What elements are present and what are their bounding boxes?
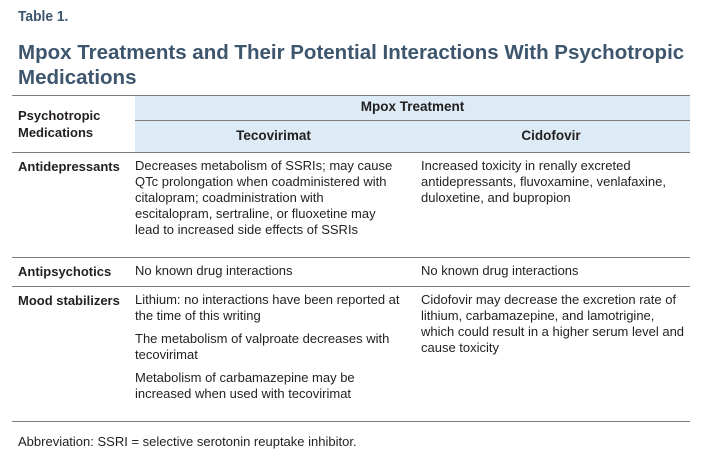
tecovirimat-cell (135, 158, 403, 245)
table-row (12, 258, 690, 287)
cell-text: Increased toxicity in renally excreted antidepressants, fluvoxamine, venlafaxine, duloxetine, and bupropion (421, 158, 666, 205)
row-label: Mood stabilizers (18, 293, 120, 308)
cell-text: Cidofovir may decrease the excretion rate of lithium, carbamazepine, and lamotrigine, which could result in a higher serum level and cause toxicity (421, 292, 685, 355)
cidofovir-cell (421, 158, 686, 213)
cidofovir-cell (421, 292, 686, 363)
tecovirimat-cell (135, 263, 403, 286)
cidofovir-cell (421, 263, 686, 286)
header-tecovirimat: Tecovirimat (236, 128, 311, 143)
interactions-table (12, 95, 690, 422)
footnote: Abbreviation: SSRI = selective serotonin reuptake inhibitor. (18, 434, 357, 449)
row-label: Antipsychotics (18, 264, 112, 279)
table-title: Mpox Treatments and Their Potential Interactions With Psychotropic Medications (18, 41, 685, 89)
cell-text: No known drug interactions (135, 263, 293, 278)
cell-text: Decreases metabolism of SSRIs; may cause QTc prolongation when coadministered with citalopram; coadministration with escitalopram, sertraline, or fluoxetine may lead to increased side effects of SSRIs (135, 158, 393, 237)
row-label: Antidepressants (18, 159, 120, 174)
cell-text: Lithium: no interactions have been reported at the time of this writing (135, 292, 400, 323)
cell-text: No known drug interactions (421, 263, 579, 278)
table-header (12, 95, 690, 153)
cell-text: Metabolism of carbamazepine may be increased when used with tecovirimat (135, 370, 355, 401)
table-row (12, 153, 690, 258)
header-cidofovir: Cidofovir (521, 128, 581, 143)
header-divider (135, 120, 690, 121)
header-mpox-treatment: Mpox Treatment (360, 99, 465, 114)
cell-text: The metabolism of valproate decreases with tecovirimat (135, 331, 390, 362)
tecovirimat-cell (135, 292, 403, 409)
table-row (12, 287, 690, 422)
table-label: Table 1. (18, 8, 69, 25)
header-psychotropic-medications: Psychotropic Medications (18, 108, 101, 140)
